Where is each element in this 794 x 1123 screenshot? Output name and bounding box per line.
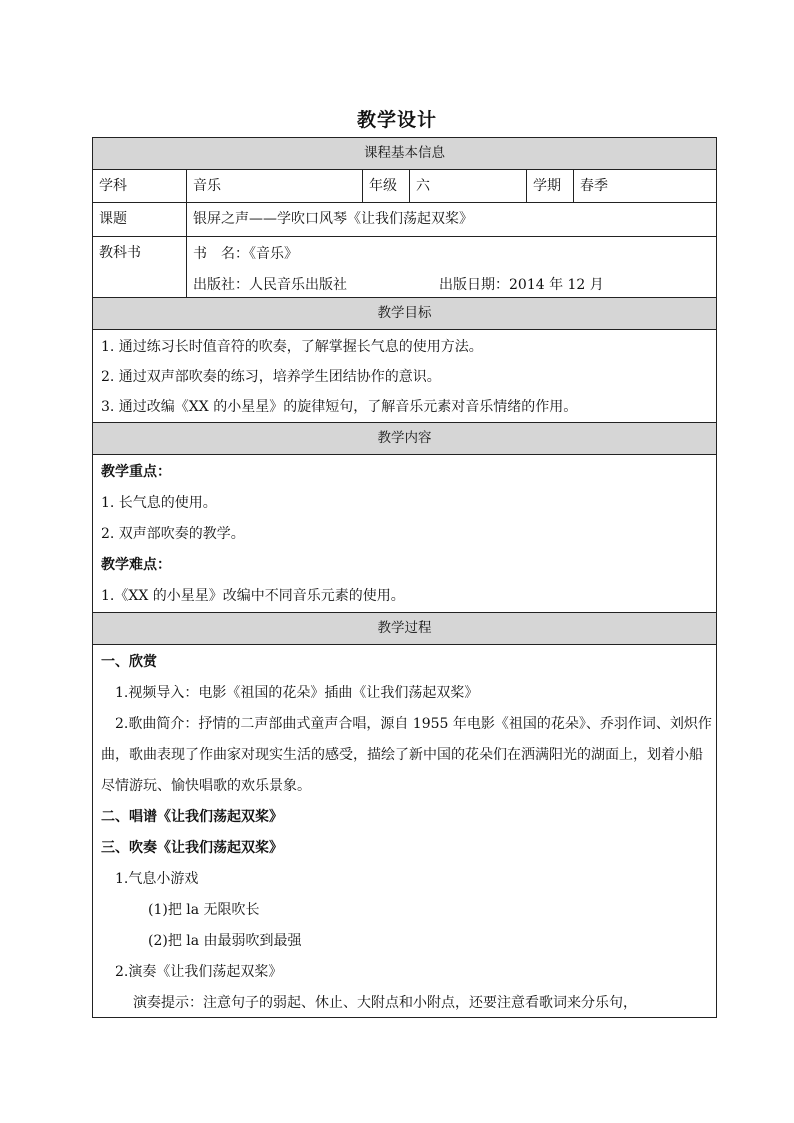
process-header: 教学过程 (93, 613, 716, 645)
topic-row (93, 203, 716, 237)
topic-label: 课题 (99, 211, 127, 227)
textbook-info (186, 237, 716, 297)
book-name: 书 名：《音乐》 (193, 246, 298, 262)
goal-item: 1. 通过练习长时值音符的吹奏，了解掌握长气息的使用方法。 (101, 339, 483, 355)
publisher: 出版社：人民音乐出版社 (193, 277, 347, 293)
process-section (93, 645, 716, 1018)
textbook-row (93, 237, 716, 298)
publisher-line (193, 274, 604, 294)
term-value: 春季 (573, 170, 716, 202)
basic-info-header: 课程基本信息 (93, 138, 716, 170)
section-2-title: 二、唱谱《让我们荡起双桨》 (101, 809, 283, 825)
section-1-item-2 (93, 709, 716, 802)
subject-label: 学科 (99, 178, 127, 194)
key-points-title: 教学重点： (101, 464, 171, 480)
section-3-subitem-1: (1)把 la 无限吹长 (148, 902, 260, 918)
key-point-item: 1. 长气息的使用。 (101, 495, 217, 511)
grade-value: 六 (409, 170, 526, 202)
term-label: 学期 (526, 170, 573, 202)
subject-value: 音乐 (186, 170, 362, 202)
section-1-title: 一、欣赏 (101, 654, 157, 670)
publish-date: 出版日期：2014 年 12 月 (439, 277, 604, 293)
document-title: 教学设计 (356, 109, 437, 131)
goal-item: 3. 通过改编《XX 的小星星》的旋律短句，了解音乐元素对音乐情绪的作用。 (101, 399, 578, 415)
goals-list (93, 330, 716, 423)
content-section (93, 455, 716, 613)
subject-row (93, 170, 716, 203)
lesson-plan-table (92, 137, 717, 1018)
grade-label: 年级 (362, 170, 409, 202)
goal-item: 2. 通过双声部吹奏的练习，培养学生团结协作的意识。 (101, 369, 441, 385)
textbook-label: 教科书 (99, 245, 141, 261)
section-3-item-2: 2.演奏《让我们荡起双桨》 (115, 964, 283, 980)
song-intro-text: 2.歌曲简介：抒情的二声部曲式童声合唱，源自 1955 年电影《祖国的花朵》、乔羽作词、刘炽作曲，歌曲表现了作曲家对现实生活的感受，描绘了新中国的花朵们在洒满阳光的湖面上，划着小船尽情游玩、愉快唱歌的欢乐景象。 (101, 716, 712, 794)
content-header: 教学内容 (93, 423, 716, 455)
section-3-subitem-2: (2)把 la 由最弱吹到最强 (148, 933, 302, 949)
goals-header: 教学目标 (93, 298, 716, 330)
section-3-item-1: 1.气息小游戏 (115, 871, 199, 887)
section-1-item-1: 1.视频导入：电影《祖国的花朵》插曲《让我们荡起双桨》 (115, 685, 479, 701)
key-point-item: 2. 双声部吹奏的教学。 (101, 526, 245, 542)
topic-value: 银屏之声——学吹口风琴《让我们荡起双桨》 (186, 203, 716, 236)
difficult-points-title: 教学难点： (101, 557, 171, 573)
section-3-title: 三、吹奏《让我们荡起双桨》 (101, 840, 283, 856)
performance-tip: 演奏提示：注意句子的弱起、休止、大附点和小附点，还要注意看歌词来分乐句， (93, 988, 716, 1018)
difficult-point-item: 1.《XX 的小星星》改编中不同音乐元素的使用。 (101, 588, 405, 604)
